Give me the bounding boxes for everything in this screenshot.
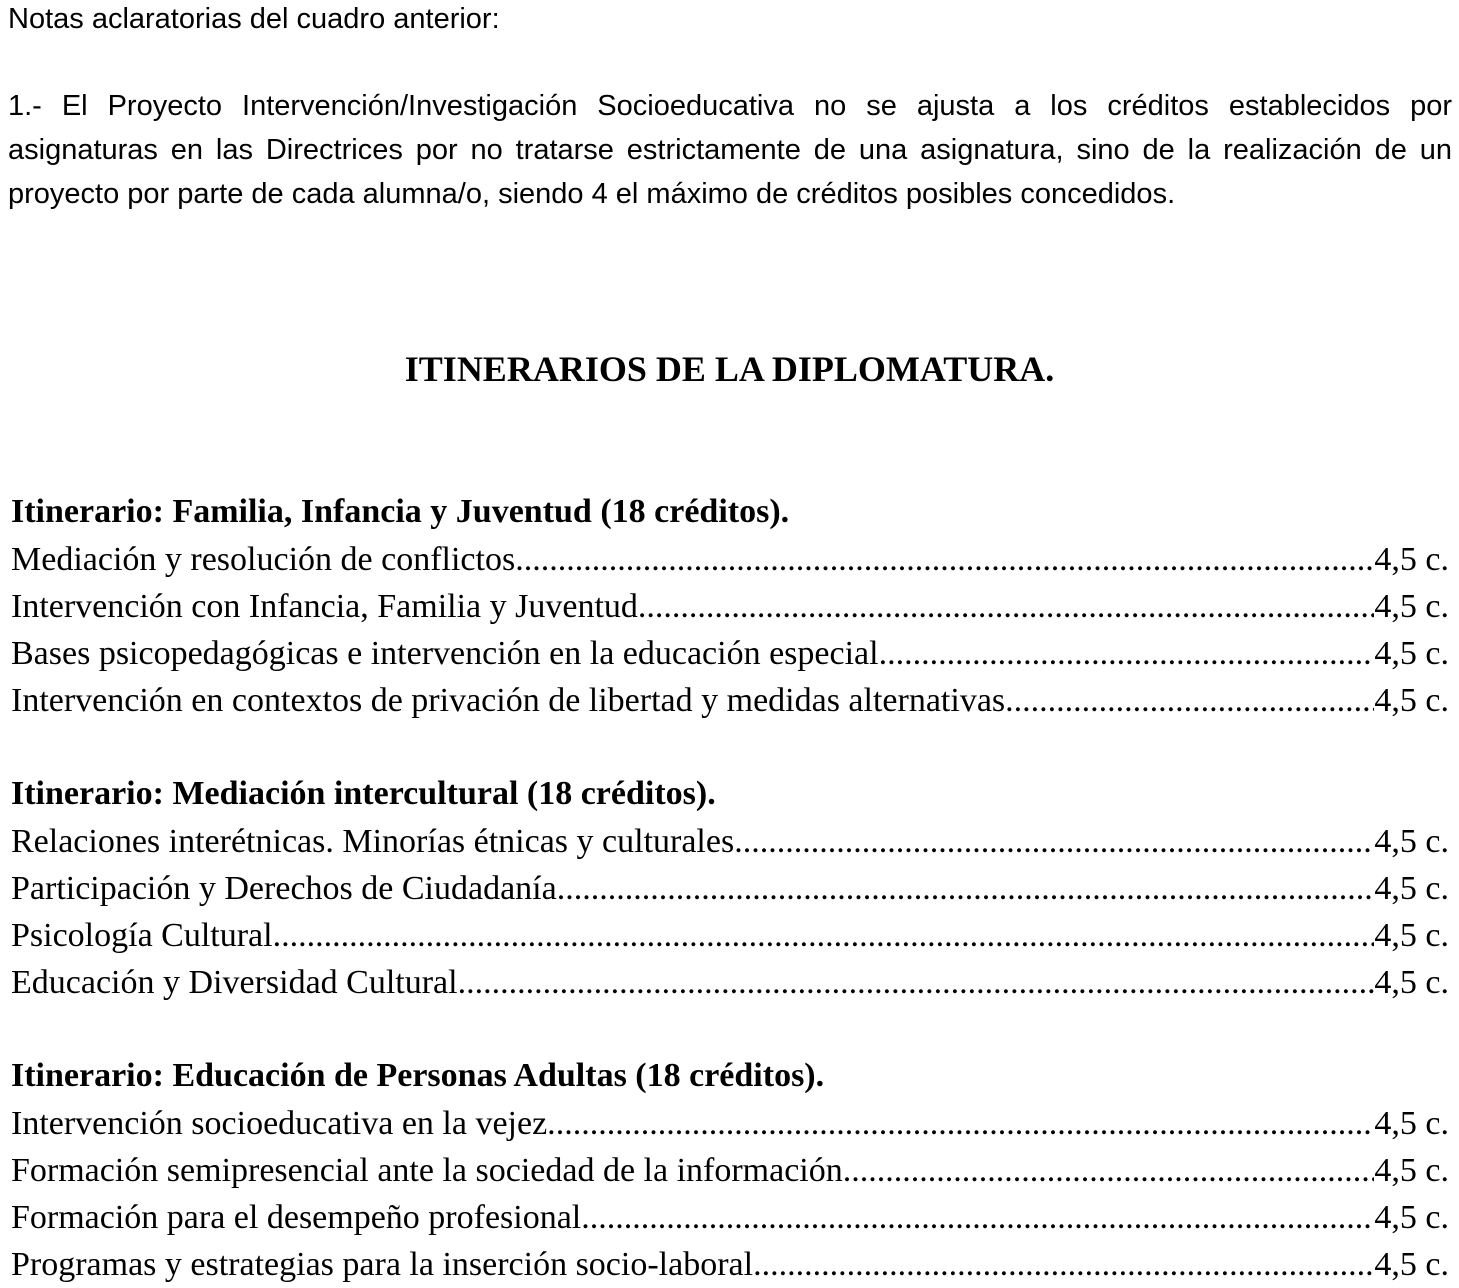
course-list: [11, 1100, 1449, 1288]
itinerary-mediacion-intercultural: [11, 770, 1449, 1006]
course-name: Formación para el desempeño profesional: [11, 1199, 582, 1236]
course-name: Intervención socioeducativa en la vejez.: [11, 1105, 556, 1142]
dot-leader: [556, 1100, 1375, 1147]
page-title: ITINERARIOS DE LA DIPLOMATURA.: [404, 349, 1055, 389]
course-list: [11, 818, 1449, 1006]
course-credits: 4,5 c.: [1374, 635, 1449, 672]
course-name: Educación y Diversidad Cultural: [11, 964, 458, 1001]
course-credits: 4,5 c.: [1374, 682, 1449, 719]
course-name: Relaciones interétnicas. Minorías étnicas y culturales: [11, 823, 735, 860]
itinerary-educacion-personas-adultas: [11, 1052, 1449, 1288]
note-1-paragraph: 1.- El Proyecto Intervención/Investigación Socioeducativa no se ajusta a los créditos establecidos por asignaturas en las Directrices por no tratarse estrictamente de una asignatura, sino de la realización de un proyecto por parte de cada alumna/o, siendo 4 el máximo de créditos posibles concedidos.: [8, 90, 1452, 210]
course-item: [11, 677, 1449, 724]
course-name: Psicología Cultural: [11, 917, 273, 954]
dot-leader: [734, 818, 1374, 865]
dot-leader: [515, 536, 1374, 583]
course-name: Intervención con Infancia, Familia y Juventud: [11, 588, 638, 625]
course-item: [11, 536, 1449, 583]
course-name: Bases psicopedagógicas e intervención en la educación especial: [11, 635, 879, 672]
course-credits: 4,5 c.: [1374, 870, 1449, 907]
course-name: Programas y estrategias para la inserción socio-laboral: [11, 1246, 754, 1283]
course-item: [11, 630, 1449, 677]
itinerary-heading: Itinerario: Mediación intercultural (18 créditos).: [11, 775, 716, 812]
itinerary-familia-infancia-juventud: [11, 488, 1449, 724]
itinerary-heading: Itinerario: Educación de Personas Adultas (18 créditos).: [11, 1057, 825, 1094]
course-credits: 4,5 c.: [1374, 541, 1449, 578]
course-item: [11, 583, 1449, 630]
itinerary-heading: Itinerario: Familia, Infancia y Juventud (18 créditos).: [11, 493, 790, 530]
course-name: Intervención en contextos de privación de libertad y medidas alternativas: [11, 682, 1006, 719]
course-credits: 4,5 c.: [1374, 964, 1449, 1001]
course-name: Formación semipresencial ante la sociedad de la información: [11, 1152, 843, 1189]
course-credits: 4,5 c.: [1374, 588, 1449, 625]
dot-leader: [458, 959, 1375, 1006]
dot-leader: [879, 630, 1375, 677]
course-credits: 4,5 c.: [1374, 1246, 1449, 1283]
notes-heading: Notas aclaratorias del cuadro anterior:: [8, 3, 500, 35]
dot-leader: [638, 583, 1374, 630]
dot-leader: [581, 1194, 1374, 1241]
course-credits: 4,5 c.: [1374, 1152, 1449, 1189]
course-item: [11, 818, 1449, 865]
course-credits: 4,5 c.: [1374, 823, 1449, 860]
course-credits: 4,5 c.: [1374, 1199, 1449, 1236]
dot-leader: [843, 1147, 1375, 1194]
dot-leader: [1005, 677, 1374, 724]
course-item: [11, 1147, 1449, 1194]
course-item: [11, 865, 1449, 912]
course-item: [11, 959, 1449, 1006]
course-item: [11, 1100, 1449, 1147]
course-item: [11, 1194, 1449, 1241]
course-credits: 4,5 c.: [1374, 1105, 1449, 1142]
course-item: [11, 912, 1449, 959]
dot-leader: [753, 1241, 1374, 1288]
course-name: Mediación y resolución de conflictos: [11, 541, 516, 578]
dot-leader: [557, 865, 1375, 912]
course-name: Participación y Derechos de Ciudadanía: [11, 870, 557, 907]
course-list: [11, 536, 1449, 724]
course-credits: 4,5 c.: [1374, 917, 1449, 954]
course-item: [11, 1241, 1449, 1288]
dot-leader: [273, 912, 1375, 959]
